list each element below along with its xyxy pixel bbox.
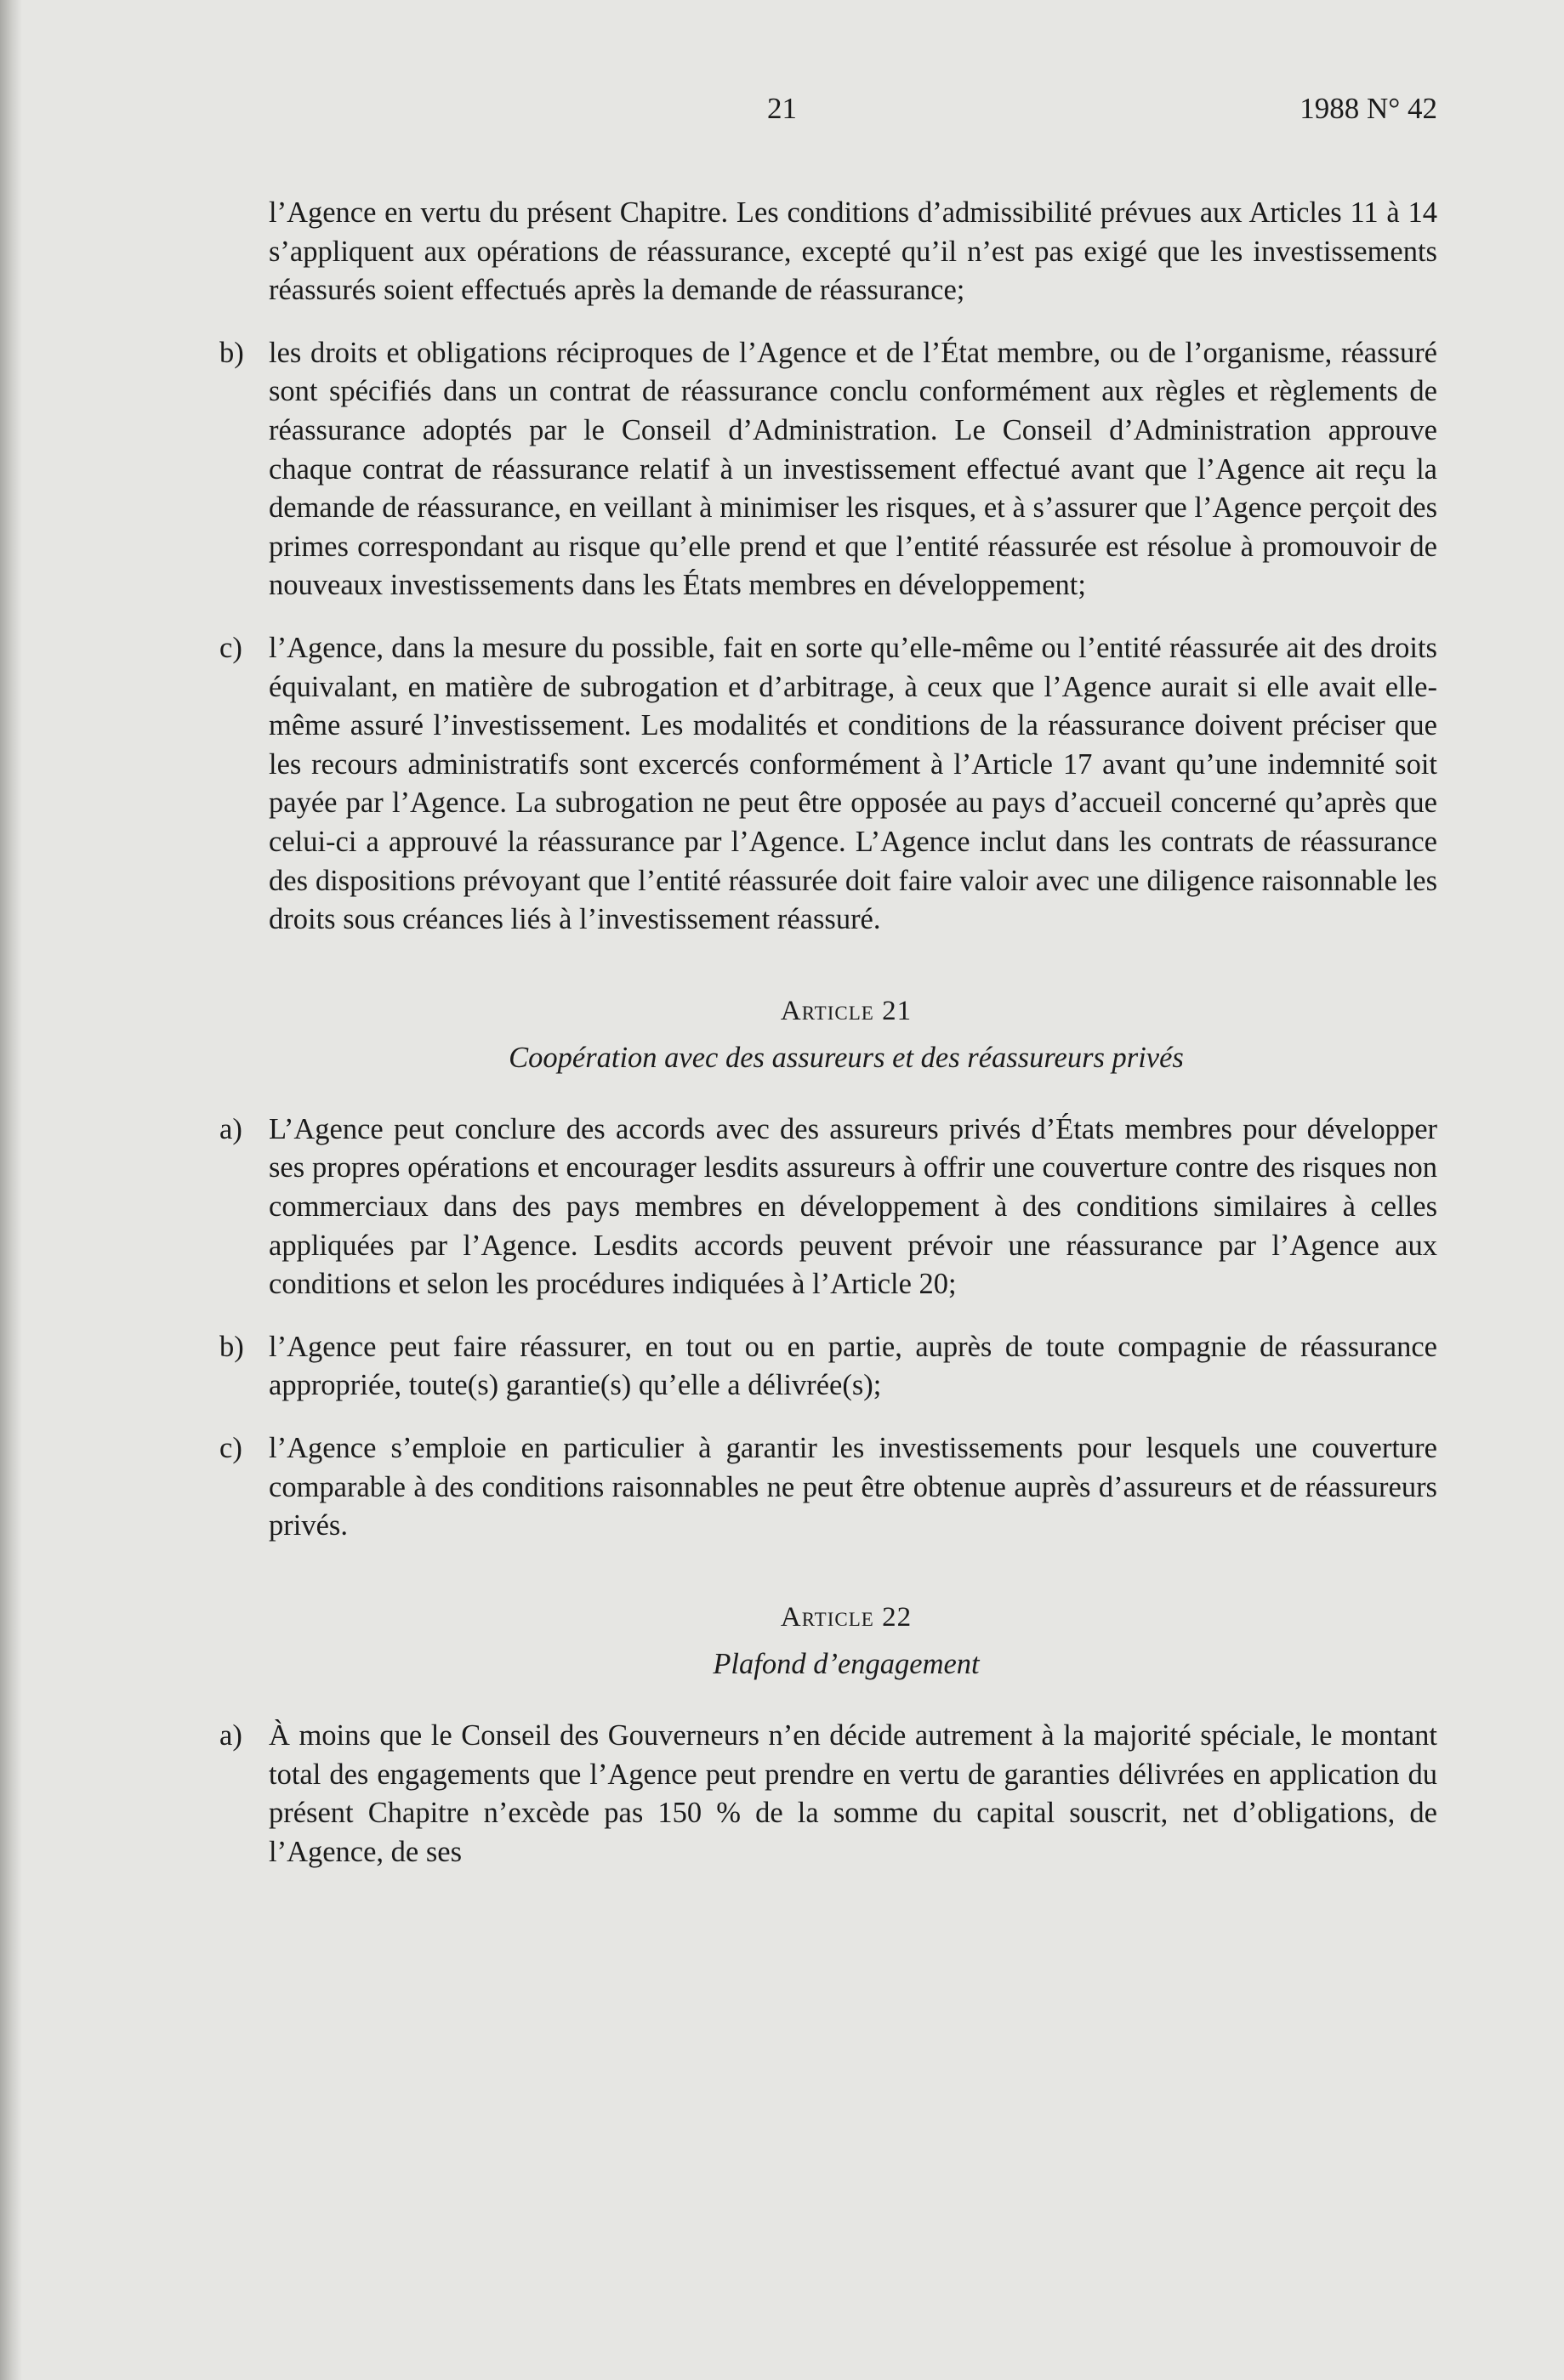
item-label: a) [219, 1112, 242, 1145]
article22-subtitle: Plafond d’engagement [713, 1648, 980, 1681]
article21-heading: Article 21 [780, 995, 913, 1026]
article20-item-c [219, 629, 1437, 940]
item-label: c) [219, 1432, 242, 1465]
item-text: l’Agence peut faire réassurer, en tout ou en partie, auprès de toute compagnie de réassurance appropriée, toute(s) garantie(s) qu’elle a délivrée(s); [269, 1330, 1437, 1402]
running-header [255, 92, 1437, 143]
article21-subtitle: Coopération avec des assureurs et des réassureurs privés [509, 1042, 1184, 1075]
page-number: 21 [767, 92, 797, 125]
article21-item-a [219, 1110, 1437, 1304]
document-body [219, 194, 1437, 1895]
item-text: les droits et obligations réciproques de l’Agence et de l’État membre, ou de l’organisme, réassuré sont spécifiés dans un contrat de réassurance conclu conformément aux règles et règlements de réassurance adoptés par le Conseil d’Administration. Le Conseil d’Administration approuve chaque contrat de réassurance relatif à un investissement effectué avant que l’Agence ait reçu la demande de réassurance, en veillant à minimiser les risques, et à s’assurer que l’Agence perçoit des primes correspondant au risque qu’elle prend et que l’entité réassurée est résolue à promouvoir de nouveaux investissements dans les États membres en développement; [269, 336, 1437, 602]
article21-item-b [219, 1328, 1437, 1406]
document-reference: 1988 N° 42 [1300, 92, 1437, 125]
article21-item-c [219, 1429, 1437, 1546]
article20-continuation: l’Agence en vertu du présent Chapitre. Les conditions d’admissibilité prévues aux Articles 11 à 14 s’appliquent aux opérations de réassurance, excepté qu’il n’est pas exigé que les investissements réassurés soient effectués après la demande de réassurance; [269, 196, 1437, 307]
item-label: c) [219, 631, 242, 664]
article22-heading: Article 22 [780, 1601, 913, 1633]
item-label: a) [219, 1719, 242, 1752]
article20-item-b [219, 334, 1437, 605]
item-text: À moins que le Conseil des Gouverneurs n’en décide autrement à la majorité spéciale, le montant total des engagements que l’Agence peut prendre en vertu de garanties délivrées en application du présent Chapitre n’excède pas 150 % de la somme du capital souscrit, net d’obligations, de l’Agence, de ses [269, 1719, 1437, 1868]
item-text: l’Agence, dans la mesure du possible, fait en sorte qu’elle-même ou l’entité réassurée ait des droits équivalant, en matière de subrogation et d’arbitrage, à ceux que l’Agence aurait si elle avait elle-même assuré l’investissement. Les modalités et conditions de la réassurance doivent préciser que les recours administratifs sont excercés conformément à l’Article 17 avant qu’une indemnité soit payée par l’Agence. La subrogation ne peut être opposée au pays d’accueil concerné qu’après que celui-ci a approuvé la réassurance par l’Agence. L’Agence inclut dans les contrats de réassurance des dispositions prévoyant que l’entité réassurée doit faire valoir avec une diligence raisonnable les droits sous créances liés à l’investissement réassuré. [269, 631, 1437, 936]
item-text: L’Agence peut conclure des accords avec des assureurs privés d’États membres pour développer ses propres opérations et encourager lesdits assureurs à offrir une couverture contre des risques non commerciaux dans des pays membres en développement à des conditions similaires à celles appliquées par l’Agence. Lesdits accords peuvent prévoir une réassurance par l’Agence aux conditions et selon les procédures indiquées à l’Article 20; [269, 1112, 1437, 1301]
item-label: b) [219, 336, 244, 369]
article22-item-a [219, 1717, 1437, 1872]
item-label: b) [219, 1330, 244, 1363]
item-text: l’Agence s’emploie en particulier à garantir les investissements pour lesquels une couverture comparable à des conditions raisonnables ne peut être obtenue auprès d’assureurs et de réassureurs privés. [269, 1432, 1437, 1542]
